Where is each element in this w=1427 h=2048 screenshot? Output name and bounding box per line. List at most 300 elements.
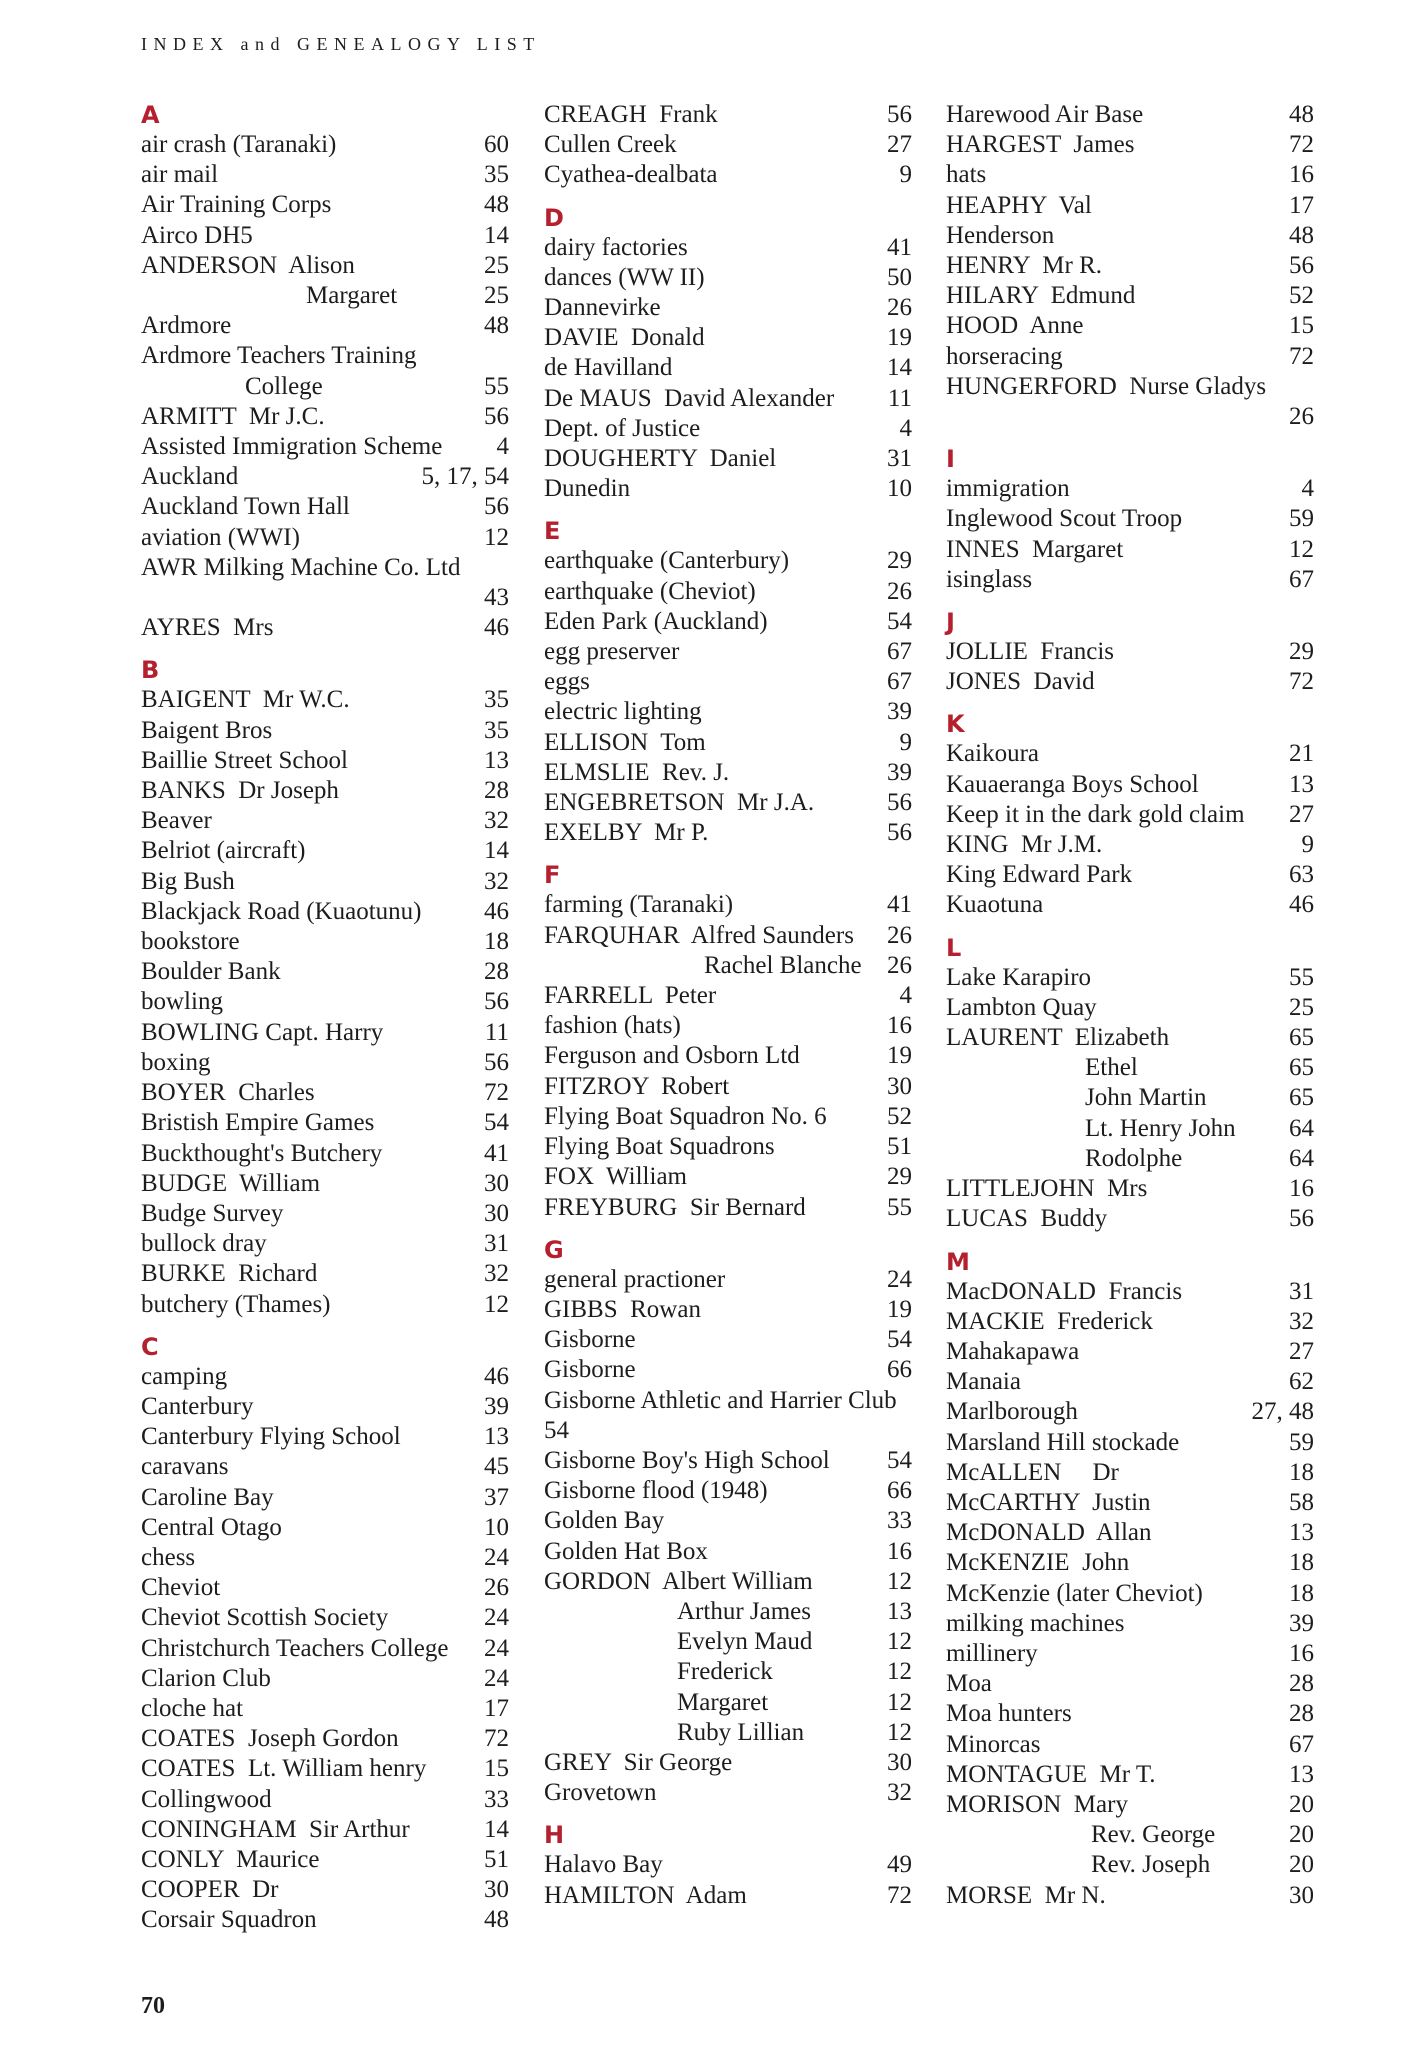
entry-pages: 55 <box>887 1193 912 1221</box>
index-entry <box>141 1603 509 1633</box>
index-entry <box>141 311 509 341</box>
entry-pages: 17 <box>1289 191 1314 219</box>
entry-term: Baigent Bros <box>141 716 273 744</box>
index-entry <box>141 836 509 866</box>
index-entry <box>946 281 1314 311</box>
index-entry <box>141 492 509 522</box>
entry-term: air mail <box>141 161 219 189</box>
index-column-1 <box>141 100 509 1936</box>
entry-pages: 43 <box>484 584 509 612</box>
index-entry <box>544 1325 912 1355</box>
entry-term: isinglass <box>946 565 1033 593</box>
entry-term: Minorcas <box>946 1730 1041 1758</box>
entry-term: Eden Park (Auckland) <box>544 607 768 635</box>
index-entry <box>946 1669 1314 1699</box>
entry-term: Mahakapawa <box>946 1337 1080 1365</box>
index-entry <box>141 1513 509 1543</box>
index-entry <box>141 432 509 462</box>
entry-term: ENGEBRETSON Mr J.A. <box>544 789 815 817</box>
index-entry <box>141 1694 509 1724</box>
entry-pages: 32 <box>484 1260 509 1288</box>
entry-pages: 4 <box>496 433 509 461</box>
index-entry <box>141 1634 509 1664</box>
index-entry <box>141 1362 509 1392</box>
entry-term: ARMITT Mr J.C. <box>141 402 325 430</box>
index-entry <box>141 987 509 1017</box>
entry-term: air crash (Taranaki) <box>141 131 337 158</box>
index-entry <box>544 1627 912 1657</box>
entry-term: KING Mr J.M. <box>946 831 1103 859</box>
entry-term: Budge Survey <box>141 1199 284 1227</box>
index-entry <box>141 1452 509 1482</box>
index-entry <box>141 130 509 160</box>
entry-pages: 31 <box>1289 1277 1314 1305</box>
entry-term: MONTAGUE Mr T. <box>946 1760 1156 1788</box>
entry-term: bowling <box>141 988 223 1016</box>
index-entry <box>946 1114 1314 1144</box>
index-entry <box>946 830 1314 860</box>
entry-term: Canterbury Flying School <box>141 1423 401 1451</box>
entry-pages: 24 <box>887 1265 912 1293</box>
entry-term: McALLEN Dr <box>946 1458 1119 1486</box>
page-number: 70 <box>141 1993 165 2019</box>
entry-pages: 16 <box>887 1537 912 1565</box>
index-entry <box>946 221 1314 251</box>
index-entry <box>141 957 509 987</box>
section-letter: L <box>946 933 962 962</box>
entry-pages: 30 <box>484 1876 509 1904</box>
entry-term: bullock dray <box>141 1230 267 1258</box>
entry-pages: 28 <box>1289 1700 1314 1728</box>
entry-term: FREYBURG Sir Bernard <box>544 1193 806 1221</box>
entry-pages: 20 <box>1289 1821 1314 1849</box>
index-entry <box>544 890 912 920</box>
index-entry <box>946 372 1314 402</box>
entry-pages: 65 <box>1289 1024 1314 1052</box>
entry-term: HEAPHY Val <box>946 191 1092 219</box>
entry-pages: 39 <box>484 1392 509 1420</box>
entry-pages: 26 <box>887 294 912 322</box>
entry-term: FITZROY Robert <box>544 1072 730 1100</box>
index-entry <box>544 1295 912 1325</box>
entry-term: Keep it in the dark gold claim <box>946 800 1245 828</box>
index-entry <box>946 251 1314 281</box>
entry-term: Inglewood Scout Troop <box>946 505 1183 533</box>
index-entry <box>544 1748 912 1778</box>
entry-pages: 72 <box>1289 342 1314 370</box>
entry-term: CREAGH Frank <box>544 101 718 128</box>
entry-term: butchery (Thames) <box>141 1290 331 1318</box>
index-entry <box>946 1579 1314 1609</box>
entry-term: Flying Boat Squadron No. 6 <box>544 1102 827 1130</box>
index-entry <box>544 921 912 951</box>
entry-pages: 16 <box>887 1012 912 1040</box>
entry-term: GREY Sir George <box>544 1748 733 1776</box>
entry-term: King Edward Park <box>946 861 1133 889</box>
entry-pages: 35 <box>484 716 509 744</box>
entry-term: Gisborne <box>544 1326 636 1354</box>
entry-pages: 59 <box>1289 1428 1314 1456</box>
entry-pages: 28 <box>484 958 509 986</box>
index-entry <box>141 1048 509 1078</box>
entry-term: DAVIE Donald <box>544 324 705 352</box>
entry-term <box>141 583 484 613</box>
index-entry <box>544 1386 912 1416</box>
entry-term: CONINGHAM Sir Arthur <box>141 1815 410 1843</box>
entry-term: ELLISON Tom <box>544 728 706 756</box>
entry-term: Baillie Street School <box>141 746 348 774</box>
entry-term: Caroline Bay <box>141 1483 274 1511</box>
entry-term: McKENZIE John <box>946 1549 1130 1577</box>
entry-pages: 24 <box>484 1604 509 1632</box>
entry-term: Beaver <box>141 807 212 835</box>
entry-pages: 26 <box>887 577 912 605</box>
entry-pages: 32 <box>484 807 509 835</box>
entry-term: Cyathea-dealbata <box>544 161 718 189</box>
entry-term: McCARTHY Justin <box>946 1488 1151 1516</box>
section-letter: I <box>946 445 955 474</box>
index-entry <box>946 130 1314 160</box>
entry-term: camping <box>141 1362 228 1390</box>
index-entry <box>141 1229 509 1259</box>
entry-term: JONES David <box>946 668 1095 696</box>
entry-pages: 15 <box>484 1755 509 1783</box>
entry-term: boxing <box>141 1048 211 1076</box>
index-entry <box>946 311 1314 341</box>
entry-pages: 30 <box>887 1748 912 1776</box>
entry-term: CONLY Maurice <box>141 1845 320 1873</box>
entry-term: Cheviot Scottish Society <box>141 1604 389 1632</box>
section-letter: C <box>141 1332 159 1361</box>
index-entry <box>544 818 912 848</box>
index-entry <box>544 323 912 353</box>
entry-term: earthquake (Cheviot) <box>544 577 756 605</box>
index-entry <box>946 504 1314 534</box>
entry-term: HAMILTON Adam <box>544 1881 747 1909</box>
section-letter: B <box>141 656 160 685</box>
entry-term: Arthur James <box>677 1597 811 1625</box>
entry-term: LUCAS Buddy <box>946 1205 1108 1233</box>
entry-pages: 56 <box>484 1048 509 1076</box>
entry-pages: 67 <box>1289 565 1314 593</box>
entry-pages: 48 <box>484 1906 509 1934</box>
entry-pages: 64 <box>1289 1114 1314 1142</box>
entry-pages: 29 <box>887 1163 912 1191</box>
index-entry <box>946 1881 1314 1911</box>
entry-pages: 72 <box>1289 131 1314 159</box>
entry-pages: 11 <box>484 1018 509 1046</box>
entry-term: Big Bush <box>141 867 235 895</box>
index-entry <box>946 667 1314 697</box>
entry-pages: 30 <box>1289 1881 1314 1909</box>
entry-pages: 12 <box>1289 535 1314 563</box>
index-entry <box>141 1169 509 1199</box>
index-entry <box>544 951 912 981</box>
entry-pages: 46 <box>484 1362 509 1390</box>
index-entry <box>544 100 912 130</box>
entry-pages: 29 <box>1289 638 1314 666</box>
index-entry <box>141 402 509 432</box>
entry-pages: 28 <box>1289 1670 1314 1698</box>
index-entry <box>544 728 912 758</box>
entry-pages: 16 <box>1289 1639 1314 1667</box>
entry-pages: 62 <box>1289 1368 1314 1396</box>
entry-term: Buckthought's Butchery <box>141 1139 383 1167</box>
entry-term: FARRELL Peter <box>544 982 717 1010</box>
index-entry <box>544 233 912 263</box>
entry-term: COATES Lt. William henry <box>141 1755 427 1783</box>
entry-pages: 31 <box>484 1230 509 1258</box>
entry-pages: 13 <box>1289 1519 1314 1547</box>
entry-pages: 27 <box>887 131 912 159</box>
entry-pages: 14 <box>484 221 509 249</box>
entry-pages: 48 <box>1289 221 1314 249</box>
entry-term: McDONALD Allan <box>946 1519 1152 1547</box>
entry-pages: 12 <box>887 1718 912 1746</box>
entry-term: 54 <box>544 1416 569 1444</box>
entry-term: AWR Milking Machine Co. Ltd <box>141 553 461 581</box>
section-letter: J <box>946 608 955 637</box>
entry-pages: 12 <box>887 1567 912 1595</box>
index-entry <box>141 1139 509 1169</box>
entry-term: MACKIE Frederick <box>946 1307 1153 1335</box>
index-entry <box>544 1718 912 1748</box>
entry-term: Dept. of Justice <box>544 414 701 442</box>
entry-term: Lt. Henry John <box>1085 1114 1236 1142</box>
index-entry <box>544 1265 912 1295</box>
index-entry <box>544 1102 912 1132</box>
index-entry <box>141 1664 509 1694</box>
section-letter: K <box>946 710 965 739</box>
entry-term: Rodolphe <box>1085 1144 1183 1172</box>
index-entry <box>141 927 509 957</box>
index-entry <box>544 1597 912 1627</box>
entry-pages: 16 <box>1289 161 1314 189</box>
entry-pages: 11 <box>887 384 912 412</box>
entry-pages: 27, 48 <box>1251 1398 1314 1426</box>
entry-term: BOYER Charles <box>141 1079 315 1107</box>
entry-pages: 4 <box>899 982 912 1010</box>
entry-term: Ruby Lillian <box>677 1718 805 1746</box>
entry-pages: 18 <box>1289 1458 1314 1486</box>
index-entry <box>946 160 1314 190</box>
index-entry <box>544 1416 912 1446</box>
entry-pages: 31 <box>887 445 912 473</box>
entry-term: MacDONALD Francis <box>946 1277 1183 1305</box>
entry-term: milking machines <box>946 1609 1125 1637</box>
index-entry <box>141 583 509 613</box>
entry-pages: 13 <box>887 1597 912 1625</box>
entry-pages: 46 <box>484 614 509 642</box>
index-entry <box>946 100 1314 130</box>
entry-term: Belriot (aircraft) <box>141 837 306 865</box>
entry-pages: 29 <box>887 547 912 575</box>
entry-term: electric lighting <box>544 698 702 726</box>
entry-pages: 19 <box>887 1295 912 1323</box>
entry-term: Margaret <box>677 1688 769 1716</box>
entry-term: HARGEST James <box>946 131 1135 159</box>
entry-term: Rev. George <box>1091 1821 1216 1849</box>
entry-pages: 30 <box>484 1199 509 1227</box>
entry-pages: 12 <box>887 1688 912 1716</box>
index-entry <box>141 1785 509 1815</box>
index-entry <box>544 981 912 1011</box>
entry-term: Kaikoura <box>946 740 1040 768</box>
entry-pages: 26 <box>1289 403 1314 431</box>
entry-pages: 60 <box>484 131 509 158</box>
index-entry <box>946 993 1314 1023</box>
entry-term: Lambton Quay <box>946 993 1097 1021</box>
entry-term: de Havilland <box>544 354 673 382</box>
entry-pages: 30 <box>484 1169 509 1197</box>
index-entry <box>141 281 509 311</box>
entry-term: Gisborne <box>544 1356 636 1384</box>
index-entry <box>544 414 912 444</box>
entry-pages: 67 <box>887 638 912 666</box>
index-entry <box>141 776 509 806</box>
entry-term: caravans <box>141 1453 229 1481</box>
entry-term: COOPER Dr <box>141 1876 279 1904</box>
index-entry <box>946 535 1314 565</box>
entry-term: College <box>245 372 323 400</box>
entry-pages: 14 <box>484 1815 509 1843</box>
index-entry <box>946 402 1314 432</box>
index-entry <box>544 1567 912 1597</box>
entry-term: Harewood Air Base <box>946 101 1144 128</box>
index-entry <box>544 607 912 637</box>
entry-pages: 24 <box>484 1634 509 1662</box>
entry-term: FOX William <box>544 1163 687 1191</box>
entry-pages: 13 <box>1289 770 1314 798</box>
entry-pages: 56 <box>887 789 912 817</box>
entry-pages: 33 <box>484 1785 509 1813</box>
index-entry <box>141 746 509 776</box>
entry-pages: 37 <box>484 1483 509 1511</box>
index-entry <box>544 1041 912 1071</box>
index-entry <box>544 546 912 576</box>
section-letter: H <box>544 1821 565 1850</box>
entry-term: HENRY Mr R. <box>946 252 1103 280</box>
index-entry <box>544 384 912 414</box>
entry-pages: 5, 17, 54 <box>421 463 509 491</box>
section-letter: A <box>141 101 160 129</box>
index-entry <box>141 806 509 836</box>
entry-pages: 59 <box>1289 505 1314 533</box>
entry-term: farming (Taranaki) <box>544 891 734 919</box>
entry-term: bookstore <box>141 928 240 956</box>
index-entry <box>141 341 509 371</box>
entry-term: Frederick <box>677 1658 773 1686</box>
index-entry <box>544 1162 912 1192</box>
entry-term: dances (WW II) <box>544 263 705 291</box>
entry-pages: 72 <box>484 1079 509 1107</box>
entry-term: MORISON Mary <box>946 1790 1128 1818</box>
entry-pages: 20 <box>1289 1851 1314 1879</box>
index-entry <box>544 697 912 727</box>
index-entry <box>544 667 912 697</box>
index-entry <box>946 1639 1314 1669</box>
index-entry <box>946 1609 1314 1639</box>
entry-pages: 26 <box>887 951 912 979</box>
index-entry <box>946 739 1314 769</box>
entry-pages: 46 <box>1289 891 1314 919</box>
index-entry <box>141 553 509 583</box>
index-entry <box>141 372 509 402</box>
entry-term: Christchurch Teachers College <box>141 1634 449 1662</box>
index-entry <box>946 1023 1314 1053</box>
index-entry <box>946 1850 1314 1880</box>
entry-term: Margaret <box>306 282 398 310</box>
index-entry <box>544 1476 912 1506</box>
entry-term: Evelyn Maud <box>677 1628 813 1656</box>
entry-term: Bristish Empire Games <box>141 1109 375 1137</box>
entry-pages: 72 <box>1289 668 1314 696</box>
index-entry <box>141 1815 509 1845</box>
index-entry <box>141 1259 509 1289</box>
entry-pages: 66 <box>887 1356 912 1384</box>
entry-term: Kuaotuna <box>946 891 1044 919</box>
entry-pages: 67 <box>1289 1730 1314 1758</box>
entry-pages: 41 <box>484 1139 509 1167</box>
index-column-2 <box>544 100 912 1911</box>
index-entry <box>141 867 509 897</box>
index-column-3 <box>946 100 1314 1911</box>
index-entry <box>141 1543 509 1573</box>
index-entry <box>544 444 912 474</box>
index-entry <box>946 1307 1314 1337</box>
index-entry <box>946 1458 1314 1488</box>
index-entry <box>544 1688 912 1718</box>
entry-pages: 49 <box>887 1851 912 1879</box>
entry-pages: 56 <box>887 101 912 128</box>
entry-term: De MAUS David Alexander <box>544 384 835 412</box>
entry-term: horseracing <box>946 342 1063 370</box>
entry-term: Golden Bay <box>544 1507 665 1535</box>
entry-pages: 21 <box>1289 740 1314 768</box>
entry-term: Manaia <box>946 1368 1021 1396</box>
entry-pages: 72 <box>484 1725 509 1753</box>
entry-pages: 56 <box>484 493 509 521</box>
entry-pages: 35 <box>484 161 509 189</box>
entry-term: Ethel <box>1085 1054 1138 1082</box>
entry-term: general practioner <box>544 1265 726 1293</box>
entry-term: John Martin <box>1085 1084 1207 1112</box>
entry-term: Canterbury <box>141 1392 254 1420</box>
entry-term: Air Training Corps <box>141 191 332 219</box>
entry-term: Henderson <box>946 221 1055 249</box>
entry-pages: 14 <box>484 837 509 865</box>
entry-term: LITTLEJOHN Mrs <box>946 1175 1148 1203</box>
entry-pages: 52 <box>887 1102 912 1130</box>
entry-term: eggs <box>544 668 590 696</box>
entry-term: Cullen Creek <box>544 131 677 159</box>
entry-term: AYRES Mrs <box>141 614 274 642</box>
entry-pages: 26 <box>484 1574 509 1602</box>
index-entry <box>141 1483 509 1513</box>
entry-term: Auckland Town Hall <box>141 493 350 521</box>
index-entry <box>946 1699 1314 1729</box>
index-entry <box>544 1778 912 1808</box>
entry-term: Lake Karapiro <box>946 963 1092 991</box>
entry-pages: 56 <box>1289 1205 1314 1233</box>
index-entry <box>946 800 1314 830</box>
entry-term: BANKS Dr Joseph <box>141 777 339 805</box>
entry-term: Dunedin <box>544 475 631 503</box>
entry-pages: 26 <box>887 921 912 949</box>
entry-pages: 9 <box>1301 831 1314 859</box>
index-entry <box>141 685 509 715</box>
index-entry <box>946 770 1314 800</box>
